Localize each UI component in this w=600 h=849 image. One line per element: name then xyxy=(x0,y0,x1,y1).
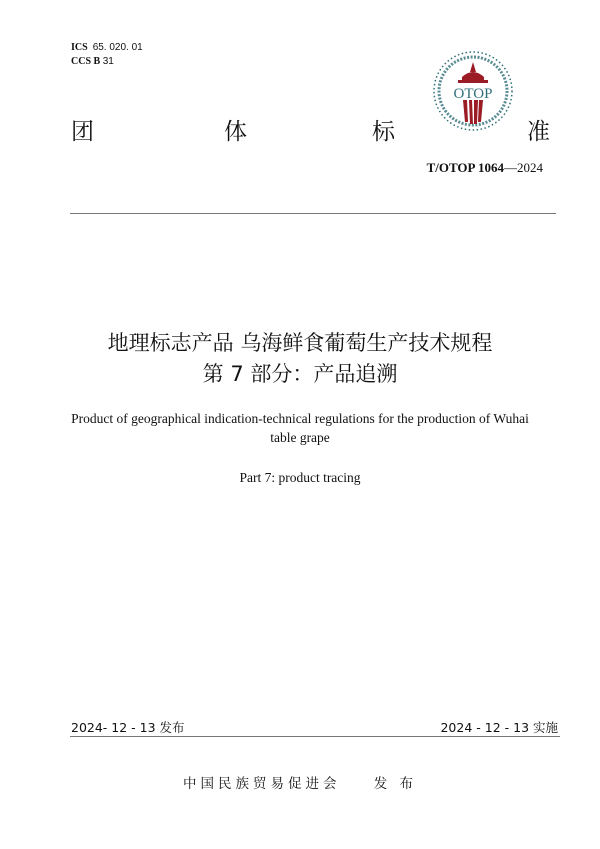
english-title-line-1: Product of geographical indication-technical regulations for the production of Wuhai xyxy=(71,411,529,426)
english-part-title: Part 7: product tracing xyxy=(239,470,361,485)
ccs-code: CCS B 31 xyxy=(71,56,114,67)
standard-type-char-4: 准 xyxy=(527,119,550,145)
otop-emblem-icon xyxy=(432,50,514,132)
svg-text:OTOP: OTOP xyxy=(453,86,493,102)
standard-type-char-1: 团 xyxy=(71,119,94,145)
implementation-date: 2024 - 12 - 13 实施 xyxy=(440,720,558,735)
chinese-title-line-2: 第 7 部分：产品追溯 xyxy=(202,362,398,386)
chinese-title xyxy=(0,328,600,390)
issue-date: 2024- 12 - 13 发布 xyxy=(71,720,185,735)
publisher-line xyxy=(0,772,600,792)
ics-code: ICS 65. 020. 01 xyxy=(71,42,143,53)
english-title-line-2: table grape xyxy=(270,430,330,445)
publish-label: 发 布 xyxy=(373,776,417,792)
english-title xyxy=(40,409,560,447)
footer-divider xyxy=(70,736,560,737)
otop-logo xyxy=(432,50,514,132)
standard-type-char-3: 标 xyxy=(372,119,395,145)
publisher-name: 中国民族贸易促进会 xyxy=(183,776,341,792)
standard-type-char-2: 体 xyxy=(224,119,247,145)
header-divider xyxy=(70,213,556,214)
chinese-title-line-1: 地理标志产品 乌海鲜食葡萄生产技术规程 xyxy=(107,331,493,355)
classification-codes xyxy=(71,41,143,69)
standard-code: T/OTOP 1064—2024 xyxy=(426,160,543,175)
